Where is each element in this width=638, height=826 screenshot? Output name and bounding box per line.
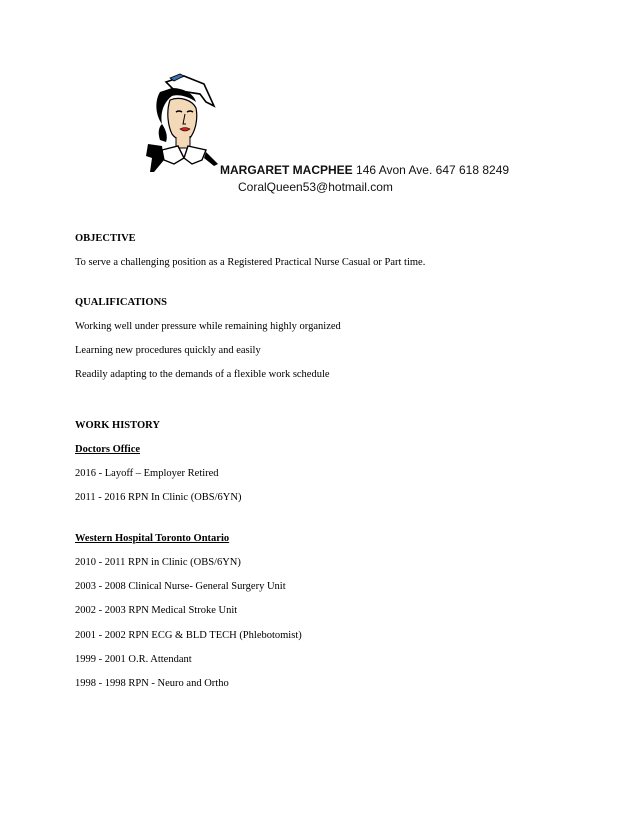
work-entry: 2016 - Layoff – Employer Retired [75, 468, 219, 479]
employer-name: Doctors Office [75, 444, 141, 455]
nurse-portrait-icon [144, 72, 222, 172]
work-entry: 2011 - 2016 RPN In Clinic (OBS/6YN) [75, 492, 242, 503]
work-history-heading: WORK HISTORY [75, 420, 160, 431]
work-entry: 2010 - 2011 RPN in Clinic (OBS/6YN) [75, 557, 241, 568]
qualifications-heading: QUALIFICATIONS [75, 297, 167, 308]
work-entry: 2002 - 2003 RPN Medical Stroke Unit [75, 605, 238, 616]
work-entry: 1998 - 1998 RPN - Neuro and Ortho [75, 678, 229, 689]
qualification-item: Readily adapting to the demands of a flexible work schedule [75, 369, 330, 380]
qualification-item: Working well under pressure while remaining highly organized [75, 321, 341, 332]
work-entry: 1999 - 2001 O.R. Attendant [75, 654, 192, 665]
work-entry: 2001 - 2002 RPN ECG & BLD TECH (Phlebotomist) [75, 630, 302, 641]
employer-name: Western Hospital Toronto Ontario [75, 533, 230, 544]
work-entry: 2003 - 2008 Clinical Nurse- General Surgery Unit [75, 581, 286, 592]
applicant-name: MARGARET MACPHEE [220, 163, 353, 177]
email-address: CoralQueen53@hotmail.com [238, 180, 393, 194]
contact-line [220, 163, 509, 177]
objective-text: To serve a challenging position as a Registered Practical Nurse Casual or Part time. [75, 257, 426, 268]
address-phone: 146 Avon Ave. 647 618 8249 [356, 163, 510, 177]
objective-heading: OBJECTIVE [75, 233, 136, 244]
qualification-item: Learning new procedures quickly and easily [75, 345, 261, 356]
